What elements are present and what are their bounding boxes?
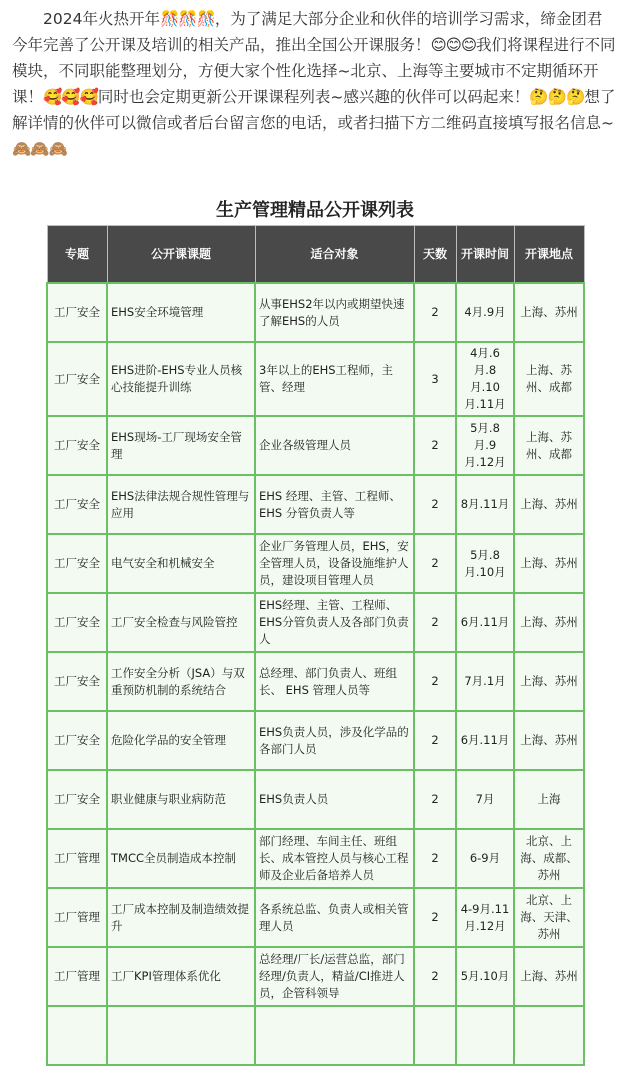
cell-place: 上海、苏州 — [514, 947, 584, 1006]
cell-time: 5月.8月.9月.12月 — [456, 416, 514, 475]
cell-days: 2 — [414, 711, 456, 770]
table-row — [47, 947, 584, 1006]
cell-days: 2 — [414, 416, 456, 475]
cell-audience: EHS负责人员 — [255, 770, 414, 829]
intro-text-4: 同时也会定期更新公开课课程列表~感兴趣的伙伴可以码起来！ — [97, 88, 530, 106]
cell-audience: 各系统总监、负责人或相关管理人员 — [255, 888, 414, 947]
cell-time: 6月.11月 — [456, 593, 514, 652]
cell-place: 上海、苏州 — [514, 283, 584, 342]
cell-days: 2 — [414, 888, 456, 947]
cell-course: EHS法律法规合规性管理与应用 — [107, 475, 255, 534]
cell-audience — [255, 1006, 414, 1065]
cell-place: 上海 — [514, 770, 584, 829]
header-topic: 专题 — [47, 226, 107, 284]
cell-audience: 企业厂务管理人员，EHS，安全管理人员，设备设施维护人员，建设项目管理人员 — [255, 534, 414, 593]
table-row — [47, 888, 584, 947]
table-row — [47, 829, 584, 888]
cell-course: 职业健康与职业病防范 — [107, 770, 255, 829]
cell-topic: 工厂安全 — [47, 711, 107, 770]
cell-days: 3 — [414, 342, 456, 416]
cell-topic — [47, 1006, 107, 1065]
cell-course: EHS安全环境管理 — [107, 283, 255, 342]
cell-place: 北京、上海、天津、苏州 — [514, 888, 584, 947]
cell-place: 上海、苏州 — [514, 711, 584, 770]
table-row — [47, 770, 584, 829]
table-title: 生产管理精品公开课列表 — [216, 200, 414, 221]
monkey-emoji-icon: 🙈🙈🙈 — [12, 140, 67, 158]
cell-course: 工作安全分析（JSA）与双重预防机制的系统结合 — [107, 652, 255, 711]
header-days: 天数 — [414, 226, 456, 284]
heart-face-emoji-icon: 🥰🥰🥰 — [43, 88, 98, 106]
cell-time: 7月 — [456, 770, 514, 829]
table-row — [47, 416, 584, 475]
table-row — [47, 475, 584, 534]
fireworks-emoji-icon: 🎊🎊🎊 — [159, 10, 215, 28]
table-row — [47, 711, 584, 770]
cell-time: 5月.10月 — [456, 947, 514, 1006]
cell-topic: 工厂管理 — [47, 947, 107, 1006]
cell-course: 工厂安全检查与风险管控 — [107, 593, 255, 652]
cell-course: 危险化学品的安全管理 — [107, 711, 255, 770]
cell-topic: 工厂安全 — [47, 593, 107, 652]
cell-place: 上海、苏州 — [514, 652, 584, 711]
cell-time: 7月.1月 — [456, 652, 514, 711]
cell-place: 上海、苏州、成都 — [514, 342, 584, 416]
cell-place: 上海、苏州 — [514, 475, 584, 534]
cell-course: 工厂成本控制及制造绩效提升 — [107, 888, 255, 947]
cell-course: TMCC全员制造成本控制 — [107, 829, 255, 888]
intro-text-5: 想了解详情的伙伴可以微信或者后台留言您的电话，或者扫描下方二维码直接填写报名信息~ — [12, 88, 616, 132]
cell-course — [107, 1006, 255, 1065]
cell-time: 6月.11月 — [456, 711, 514, 770]
cell-days: 2 — [414, 534, 456, 593]
cell-course: 工厂KPI管理体系优化 — [107, 947, 255, 1006]
table-row — [47, 283, 584, 342]
header-audience: 适合对象 — [255, 226, 414, 284]
intro-text-3: 我们将课程进行不同模块，不同职能整理划分，方便大家个性化选择~北京、上海等主要城市不定期循环开课！ — [12, 36, 616, 106]
cell-days: 2 — [414, 947, 456, 1006]
header-place: 开课地点 — [514, 226, 584, 284]
cell-audience: 总经理、部门负责人、班组长、 EHS 管理人员等 — [255, 652, 414, 711]
cell-course: EHS现场-工厂现场安全管理 — [107, 416, 255, 475]
cell-time — [456, 1006, 514, 1065]
intro-text-1: 2024年火热开年 — [43, 10, 160, 28]
cell-audience: 3年以上的EHS工程师，主管、经理 — [255, 342, 414, 416]
cell-time: 8月.11月 — [456, 475, 514, 534]
cell-time: 4月.6月.8月.10月.11月 — [456, 342, 514, 416]
cell-time: 4月.9月 — [456, 283, 514, 342]
header-time: 开课时间 — [456, 226, 514, 284]
cell-audience: 部门经理、车间主任、班组长、成本管控人员与核心工程师及企业后备培养人员 — [255, 829, 414, 888]
cell-days: 2 — [414, 283, 456, 342]
table-row — [47, 593, 584, 652]
cell-place: 北京、上海、成都、苏州 — [514, 829, 584, 888]
cell-topic: 工厂安全 — [47, 770, 107, 829]
cell-place: 上海、苏州 — [514, 534, 584, 593]
intro-text-2: ，为了满足大部分企业和伙伴的培训学习需求，缔金团君今年完善了公开课及培训的相关产品，推出全国公开课服务！ — [12, 10, 603, 54]
cell-topic: 工厂管理 — [47, 888, 107, 947]
cell-topic: 工厂安全 — [47, 475, 107, 534]
cell-audience: EHS负责人员，涉及化学品的各部门人员 — [255, 711, 414, 770]
table-row — [47, 342, 584, 416]
cell-place — [514, 1006, 584, 1065]
cell-place: 上海、苏州 — [514, 593, 584, 652]
header-course: 公开课课题 — [107, 226, 255, 284]
intro-paragraph — [0, 0, 630, 162]
cell-topic: 工厂安全 — [47, 416, 107, 475]
cell-days: 2 — [414, 475, 456, 534]
cell-days: 2 — [414, 652, 456, 711]
cell-time: 4-9月.11月.12月 — [456, 888, 514, 947]
cell-course: 电气安全和机械安全 — [107, 534, 255, 593]
cell-audience: EHS 经理、主管、工程师、EHS 分管负责人等 — [255, 475, 414, 534]
cell-days: 2 — [414, 593, 456, 652]
cell-audience: EHS经理、主管、工程师、EHS分管负责人及各部门负责人 — [255, 593, 414, 652]
cell-time: 6-9月 — [456, 829, 514, 888]
table-row — [47, 1006, 584, 1065]
course-table — [46, 225, 585, 1066]
cell-topic: 工厂管理 — [47, 829, 107, 888]
cell-days: 2 — [414, 829, 456, 888]
cell-topic: 工厂安全 — [47, 283, 107, 342]
cell-topic: 工厂安全 — [47, 652, 107, 711]
cell-audience: 从事EHS2年以内或期望快速了解EHS的人员 — [255, 283, 414, 342]
thinking-emoji-icon: 🤔🤔🤔 — [529, 88, 585, 106]
table-header-row — [47, 226, 584, 284]
cell-course: EHS进阶-EHS专业人员核心技能提升训练 — [107, 342, 255, 416]
cell-place: 上海、苏州、成都 — [514, 416, 584, 475]
cell-topic: 工厂安全 — [47, 342, 107, 416]
table-row — [47, 652, 584, 711]
cell-time: 5月.8月.10月 — [456, 534, 514, 593]
cell-days: 2 — [414, 770, 456, 829]
smile-emoji-icon: 😊😊😊 — [430, 36, 476, 54]
cell-topic: 工厂安全 — [47, 534, 107, 593]
cell-days — [414, 1006, 456, 1065]
table-row — [47, 534, 584, 593]
cell-audience: 总经理/厂长/运营总监，部门经理/负责人，精益/CI推进人员，企管科领导 — [255, 947, 414, 1006]
cell-audience: 企业各级管理人员 — [255, 416, 414, 475]
